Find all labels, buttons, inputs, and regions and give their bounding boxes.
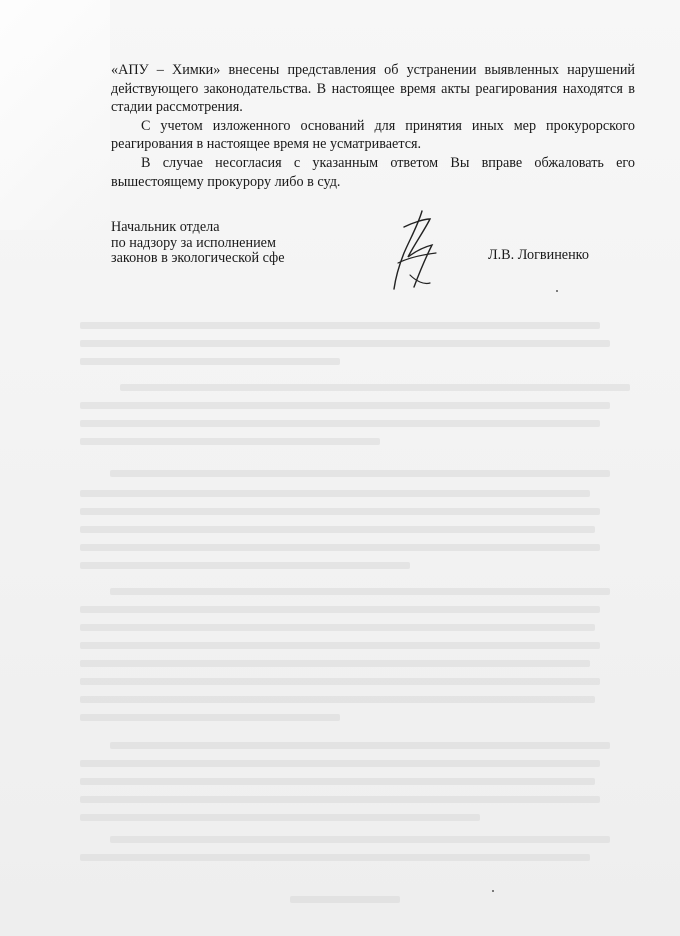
page-fold-shading	[0, 0, 110, 230]
speck	[492, 890, 494, 892]
paragraph-appeal-rights: В случае несогласия с указанным ответом Вы вправе обжаловать его вышестоящему прокурору либо в суд.	[111, 154, 635, 190]
speck	[556, 290, 558, 292]
signatory-title-line-2: по надзору за исполнением	[111, 234, 276, 251]
signatory-title	[111, 220, 285, 267]
letter-body	[111, 61, 635, 191]
handwritten-signature	[380, 205, 450, 297]
paragraph-representations: «АПУ – Химки» внесены представления об устранении выявленных нарушений действующего законодательства. В настоящее время акты реагирования находятся в стадии рассмотрения.	[111, 62, 635, 116]
signatory-title-line-1: Начальник отдела	[111, 219, 220, 235]
paragraph-no-further-measures: С учетом изложенного оснований для принятия иных мер прокурорского реагирования в настоящее время не усматривается.	[111, 117, 635, 153]
signatory-name: Л.В. Логвиненко	[488, 247, 589, 263]
signatory-title-line-3: законов в экологической сфе	[111, 250, 285, 267]
